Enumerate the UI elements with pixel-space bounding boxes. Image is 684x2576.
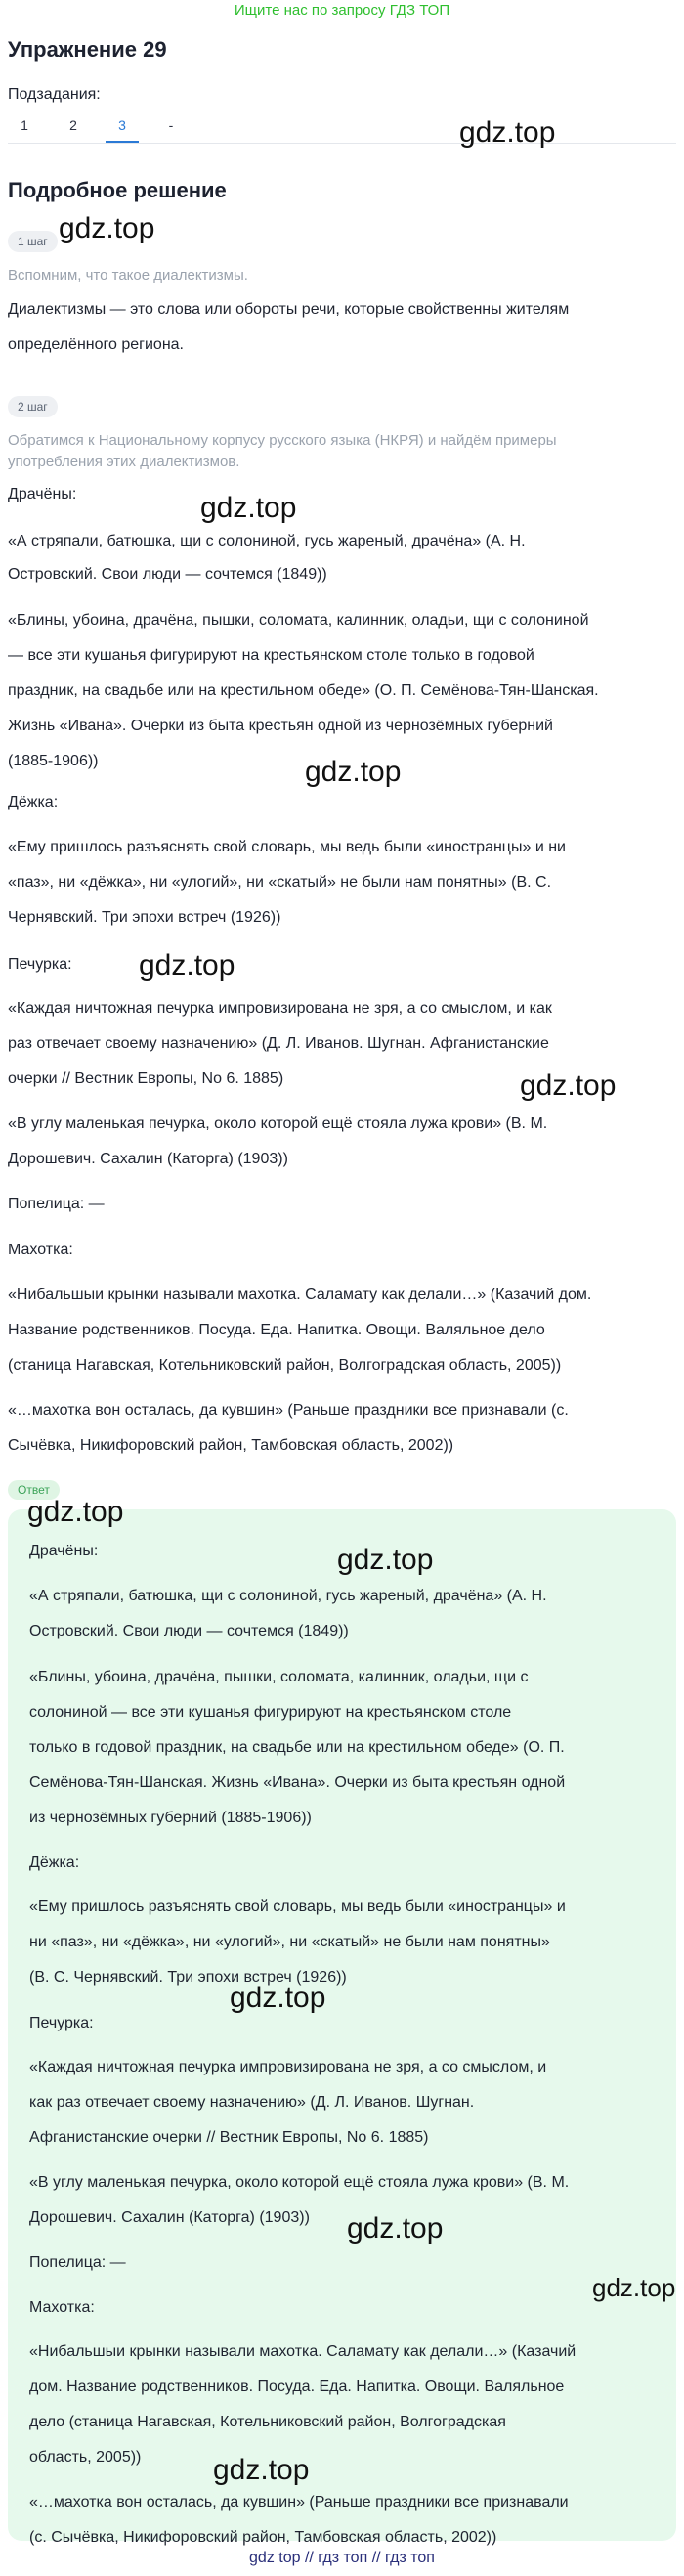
subtasks-label: Подзадания: (8, 86, 101, 103)
step-2-hint: Обратимся к Национальному корпусу русского языка (НКРЯ) и найдём примеры (8, 432, 557, 449)
solution-title: Подробное решение (8, 178, 227, 202)
answer-line: дело (станица Нагавская, Котельниковский район, Волгоградская (29, 2414, 506, 2430)
solution-line: Чернявский. Три эпохи встреч (1926)) (8, 909, 281, 926)
solution-line: «…махотка вон осталась, да кувшин» (Раньше праздники все признавали (с. (8, 1402, 569, 1419)
solution-line: Печурка: (8, 956, 72, 973)
search-banner: Ищите нас по запросу ГДЗ ТОП (234, 2, 450, 19)
answer-line: ни «паз», ни «дёжка», ни «улогий», ни «скатый» не были нам понятны» (29, 1934, 550, 1950)
answer-line: «Блины, убоина, драчёна, пышки, соломата, калинник, оладьи, щи с (29, 1669, 529, 1685)
answer-line: (с. Сычёвка, Никифоровский район, Тамбовская область, 2002)) (29, 2529, 497, 2546)
answer-line: область, 2005)) (29, 2449, 142, 2466)
answer-line: Семёнова-Тян-Шанская. Жизнь «Ивана». Очерки из быта крестьян одной (29, 1774, 566, 1791)
subtask-tabs (8, 109, 203, 143)
solution-line: «Каждая ничтожная печурка импровизирована не зря, а со смыслом, и как (8, 1000, 552, 1017)
step-1-hint: Вспомним, что такое диалектизмы. (8, 267, 248, 284)
solution-line: Сычёвка, Никифоровский район, Тамбовская область, 2002)) (8, 1437, 454, 1454)
subtask-tab-2[interactable]: 2 (69, 117, 77, 133)
page-title: Упражнение 29 (8, 37, 167, 62)
solution-line: — все эти кушанья фигурируют на крестьянском столе только в годовой (8, 647, 534, 664)
subtask-tab-1[interactable]: 1 (21, 117, 28, 133)
solution-line: «Нибальшыи крынки называли махотка. Саламату как делали…» (Казачий дом. (8, 1287, 592, 1303)
answer-line: Попелица: — (29, 2254, 126, 2271)
answer-line: Афганистанские очерки // Вестник Европы, No 6. 1885) (29, 2129, 429, 2146)
answer-badge: Ответ (8, 1480, 60, 1500)
answer-line: Драчёны: (29, 1543, 99, 1559)
watermark: gdz.top (230, 1982, 326, 2014)
solution-line: раз отвечает своему назначению» (Д. Л. Иванов. Шугнан. Афганистанские (8, 1035, 549, 1052)
solution-line: (1885-1906)) (8, 753, 99, 769)
answer-line: солониной — все эти кушанья фигурируют на крестьянском столе (29, 1704, 512, 1721)
footer-links[interactable]: gdz top // гдз топ // гдз топ (249, 2550, 435, 2566)
answer-line: Островский. Свои люди — сочтемся (1849)) (29, 1623, 349, 1639)
answer-line: дом. Название родственников. Посуда. Еда. Напитка. Овощи. Валяльное (29, 2379, 565, 2395)
step-2-badge: 2 шаг (8, 396, 58, 417)
watermark: gdz.top (305, 756, 402, 788)
answer-line: «…махотка вон осталась, да кувшин» (Раньше праздники все признавали (29, 2494, 569, 2511)
solution-line: Попелица: — (8, 1196, 105, 1212)
definition-line: определённого региона. (8, 336, 184, 353)
tabs-divider (8, 143, 676, 144)
answer-line: «А стряпали, батюшка, щи с солониной, гусь жареный, драчёна» (А. Н. (29, 1588, 547, 1604)
solution-line: Островский. Свои люди — сочтемся (1849)) (8, 566, 327, 583)
answer-line: «Нибальшыи крынки называли махотка. Саламату как делали…» (Казачий (29, 2343, 577, 2360)
answer-line: Махотка: (29, 2299, 95, 2316)
solution-line: Дёжка: (8, 794, 59, 810)
answer-line: Печурка: (29, 2015, 94, 2031)
solution-line: очерки // Вестник Европы, No 6. 1885) (8, 1070, 284, 1087)
solution-line: Драчёны: (8, 486, 77, 502)
answer-line: только в годовой праздник, на свадьбе или на крестильном обеде» (О. П. (29, 1739, 565, 1756)
watermark: gdz.top (520, 1070, 617, 1102)
watermark: gdz.top (213, 2454, 310, 2486)
answer-line: «Каждая ничтожная печурка импровизирована не зря, а со смыслом, и (29, 2059, 547, 2075)
solution-line: «В углу маленькая печурка, около которой ещё стояла лужа крови» (В. М. (8, 1115, 548, 1132)
solution-line: «А стряпали, батюшка, щи с солониной, гусь жареный, драчёна» (А. Н. (8, 533, 526, 549)
watermark: gdz.top (27, 1496, 124, 1528)
solution-line: Махотка: (8, 1242, 73, 1258)
watermark: gdz.top (200, 492, 297, 524)
answer-line: (В. С. Чернявский. Три эпохи встреч (1926)) (29, 1969, 347, 1986)
solution-line: «паз», ни «дёжка», ни «улогий», ни «скатый» не были нам понятны» (В. С. (8, 874, 552, 891)
subtask-tab-3[interactable]: 3 (106, 109, 139, 143)
watermark: gdz.top (337, 1544, 434, 1576)
watermark: gdz.top (592, 2273, 676, 2302)
subtask-tab-more[interactable]: - (168, 117, 174, 133)
watermark: gdz.top (59, 212, 155, 244)
solution-line: «Ему пришлось разъяснять свой словарь, мы ведь были «иностранцы» и ни (8, 839, 566, 855)
answer-line: Дорошевич. Сахалин (Каторга) (1903)) (29, 2209, 310, 2226)
answer-line: Дёжка: (29, 1855, 80, 1871)
solution-line: Жизнь «Ивана». Очерки из быта крестьян одной из чернозёмных губерний (8, 718, 553, 734)
solution-line: праздник, на свадьбе или на крестильном обеде» (О. П. Семёнова-Тян-Шанская. (8, 682, 599, 699)
watermark: gdz.top (139, 949, 235, 982)
step-2-hint: употребления этих диалектизмов. (8, 454, 240, 470)
answer-line: «В углу маленькая печурка, около которой ещё стояла лужа крови» (В. М. (29, 2174, 570, 2191)
step-1-badge: 1 шаг (8, 231, 58, 252)
solution-line: Название родственников. Посуда. Еда. Напитка. Овощи. Валяльное дело (8, 1322, 545, 1338)
watermark: gdz.top (459, 116, 556, 149)
answer-line: «Ему пришлось разъяснять свой словарь, мы ведь были «иностранцы» и (29, 1899, 566, 1915)
watermark: gdz.top (347, 2212, 444, 2245)
solution-line: Дорошевич. Сахалин (Каторга) (1903)) (8, 1151, 288, 1167)
answer-line: как раз отвечает своему назначению» (Д. Л. Иванов. Шугнан. (29, 2094, 475, 2111)
solution-line: «Блины, убоина, драчёна, пышки, соломата, калинник, оладьи, щи с солониной (8, 612, 589, 629)
definition-line: Диалектизмы — это слова или обороты речи, которые свойственны жителям (8, 301, 570, 318)
solution-line: (станица Нагавская, Котельниковский район, Волгоградская область, 2005)) (8, 1357, 562, 1374)
answer-line: из чернозёмных губерний (1885-1906)) (29, 1810, 312, 1826)
